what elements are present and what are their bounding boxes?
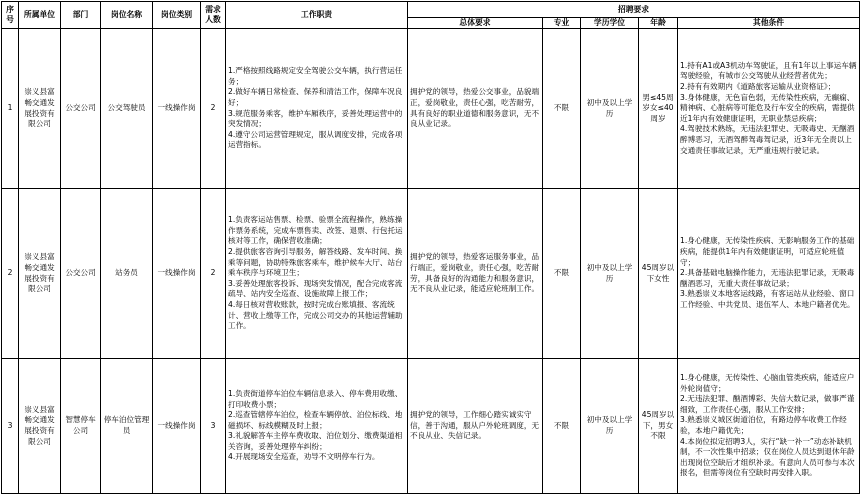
cell-education: 初中及以上学历 [581,359,639,494]
cell-unit: 崇义县富畅交通发展投资有限公司 [19,359,61,494]
cell-general: 拥护党的领导，热爱客运服务事业，品行端正，爱岗敬业，责任心强，吃苦耐劳，具备良好的沟通能力和服务意识，无不良从业记录，能适应轮班制工作。 [408,189,543,359]
cell-dept: 公交公司 [61,189,101,359]
cell-category: 一线操作岗 [153,29,201,189]
table-row [2,29,860,189]
cell-unit: 崇义县富畅交通发展投资有限公司 [19,189,61,359]
cell-position: 停车泊位管理员 [101,359,153,494]
header-category: 岗位类别 [153,2,201,29]
cell-dept: 公交公司 [61,29,101,189]
cell-age: 45周岁以下女性 [639,189,678,359]
header-duty: 工作职责 [226,2,408,29]
header-requirements: 招聘要求 [408,2,860,18]
cell-other: 1.身心健康，无传染性、心脑血管类疾病，能适应户外轮岗值守； 2.无违法犯罪、酗酒博彩、失信大数记录，做事严谨细致，工作责任心强，服从工作安排； 3.熟悉崇义城区街道泊位，有路边停车收费工作经验，本地户籍优先； 4.本岗位拟定招聘3人，实行“缺一补一”动态补缺机制，不一次性集中招录；仅在岗位人员达到退休年龄出现岗位空缺后才组织补录。有意向人员可参与本次报名，但需等岗位有空缺时再安排入职。 [678,359,860,494]
cell-age: 男≤45周岁女≤40周岁 [639,29,678,189]
header-row-1 [2,2,860,18]
table-row [2,189,860,359]
cell-unit: 崇义县富畅交通发展投资有限公司 [19,29,61,189]
table-row [2,359,860,494]
recruitment-table [1,1,860,494]
header-position: 岗位名称 [101,2,153,29]
cell-major: 不限 [543,359,581,494]
cell-duty: 1.负责街道停车泊位车辆信息录入、停车费用收缴、打印收费小票； 2.巡查管辖停车泊位，检查车辆停放、泊位标线、地磁损坏、标线模糊及时上报； 3.礼貌解答车主停车费收取、泊位划分、缴费渠道相关咨询，妥善处理停车纠纷； 4.开展现场安全巡查，劝导不文明停车行为。 [226,359,408,494]
header-major: 专业 [543,18,581,29]
cell-general: 拥护党的领导，热爱公交事业，品貌端正，爱岗敬业，责任心强，吃苦耐劳，具有良好的职业道德和服务意识，无不良从业记录。 [408,29,543,189]
cell-category: 一线操作岗 [153,189,201,359]
cell-count: 3 [201,359,226,494]
cell-other: 1.身心健康，无传染性疾病、无影响服务工作的基础疾病，能提供1年内有效健康证明，可适应轮班值守； 2.具备基础电脑操作能力，无违法犯罪记录，无吸毒酗酒恶习，无重大责任事故记录； 3.熟悉崇义本地客运线路，有客运站从业经验、窗口工作经验、中共党员、退伍军人、本地户籍者优先。 [678,189,860,359]
header-general: 总体要求 [408,18,543,29]
cell-education: 初中及以上学历 [581,29,639,189]
header-dept: 部门 [61,2,101,29]
cell-major: 不限 [543,189,581,359]
cell-category: 一线操作岗 [153,359,201,494]
header-count: 需求人数 [201,2,226,29]
cell-age: 45周岁以下，男女不限 [639,359,678,494]
cell-duty: 1.严格按照线路规定安全驾驶公交车辆，执行营运任务； 2.做好车辆日常检查、保养和清洁工作，保障车况良好； 3.规范服务乘客，维护车厢秩序，妥善处理运营中的突发情况； 4.遵守公司运营管理规定，服从调度安排，完成各项运营指标。 [226,29,408,189]
cell-count: 2 [201,29,226,189]
cell-education: 初中及以上学历 [581,189,639,359]
cell-duty: 1.负责客运站售票、检票、验票全流程操作，熟练操作票务系统，完成车票售卖、改签、退票、行包托运核对等工作，确保营收准确； 2.提供旅客咨询引导服务，解答线路、发车时间、换乘等问题，协助特殊旅客乘车，维护候车大厅、站台乘车秩序与环境卫生； 3.妥善处理旅客投诉、现场突发情况，配合完成客流疏导、站内安全巡查、设施故障上报工作； 4.每日核对营收账款，按时完成台账填报、客流统计、营收上缴等工作，完成公司交办的其他运营辅助工作。 [226,189,408,359]
cell-dept: 智慧停车公司 [61,359,101,494]
cell-major: 不限 [543,29,581,189]
cell-position: 公交驾驶员 [101,29,153,189]
cell-seq: 3 [2,359,19,494]
cell-position: 站务员 [101,189,153,359]
cell-seq: 1 [2,29,19,189]
header-education: 学历学位 [581,18,639,29]
cell-general: 拥护党的领导，工作细心踏实诚实守信，善于沟通，服从户外轮班调度，无不良从业、失信记录。 [408,359,543,494]
cell-other: 1.持有A1或A3机动车驾驶证，且有1年以上事运车辆驾驶经验，有城市公交驾驶从业经营者优先； 2.持有有效期内《道路旅客运输从业资格证》； 3.身体健康，无色盲色弱，无传染性疾病，无癫痫、精神病、心脏病等可能危及行车安全的疾病，需提供近1年内有效健康证明，无职业禁忌疾病； 4.驾驶技术熟练，无违法犯罪史、无吸毒史、无酗酒醉博恶习，无酒驾醉驾毒驾记录，近3年无全责以上交通责任事故记录，无严重违规行驶记录。 [678,29,860,189]
header-unit: 所属单位 [19,2,61,29]
cell-count: 2 [201,189,226,359]
cell-seq: 2 [2,189,19,359]
header-seq: 序号 [2,2,19,29]
header-age: 年龄 [639,18,678,29]
header-other: 其他条件 [678,18,860,29]
